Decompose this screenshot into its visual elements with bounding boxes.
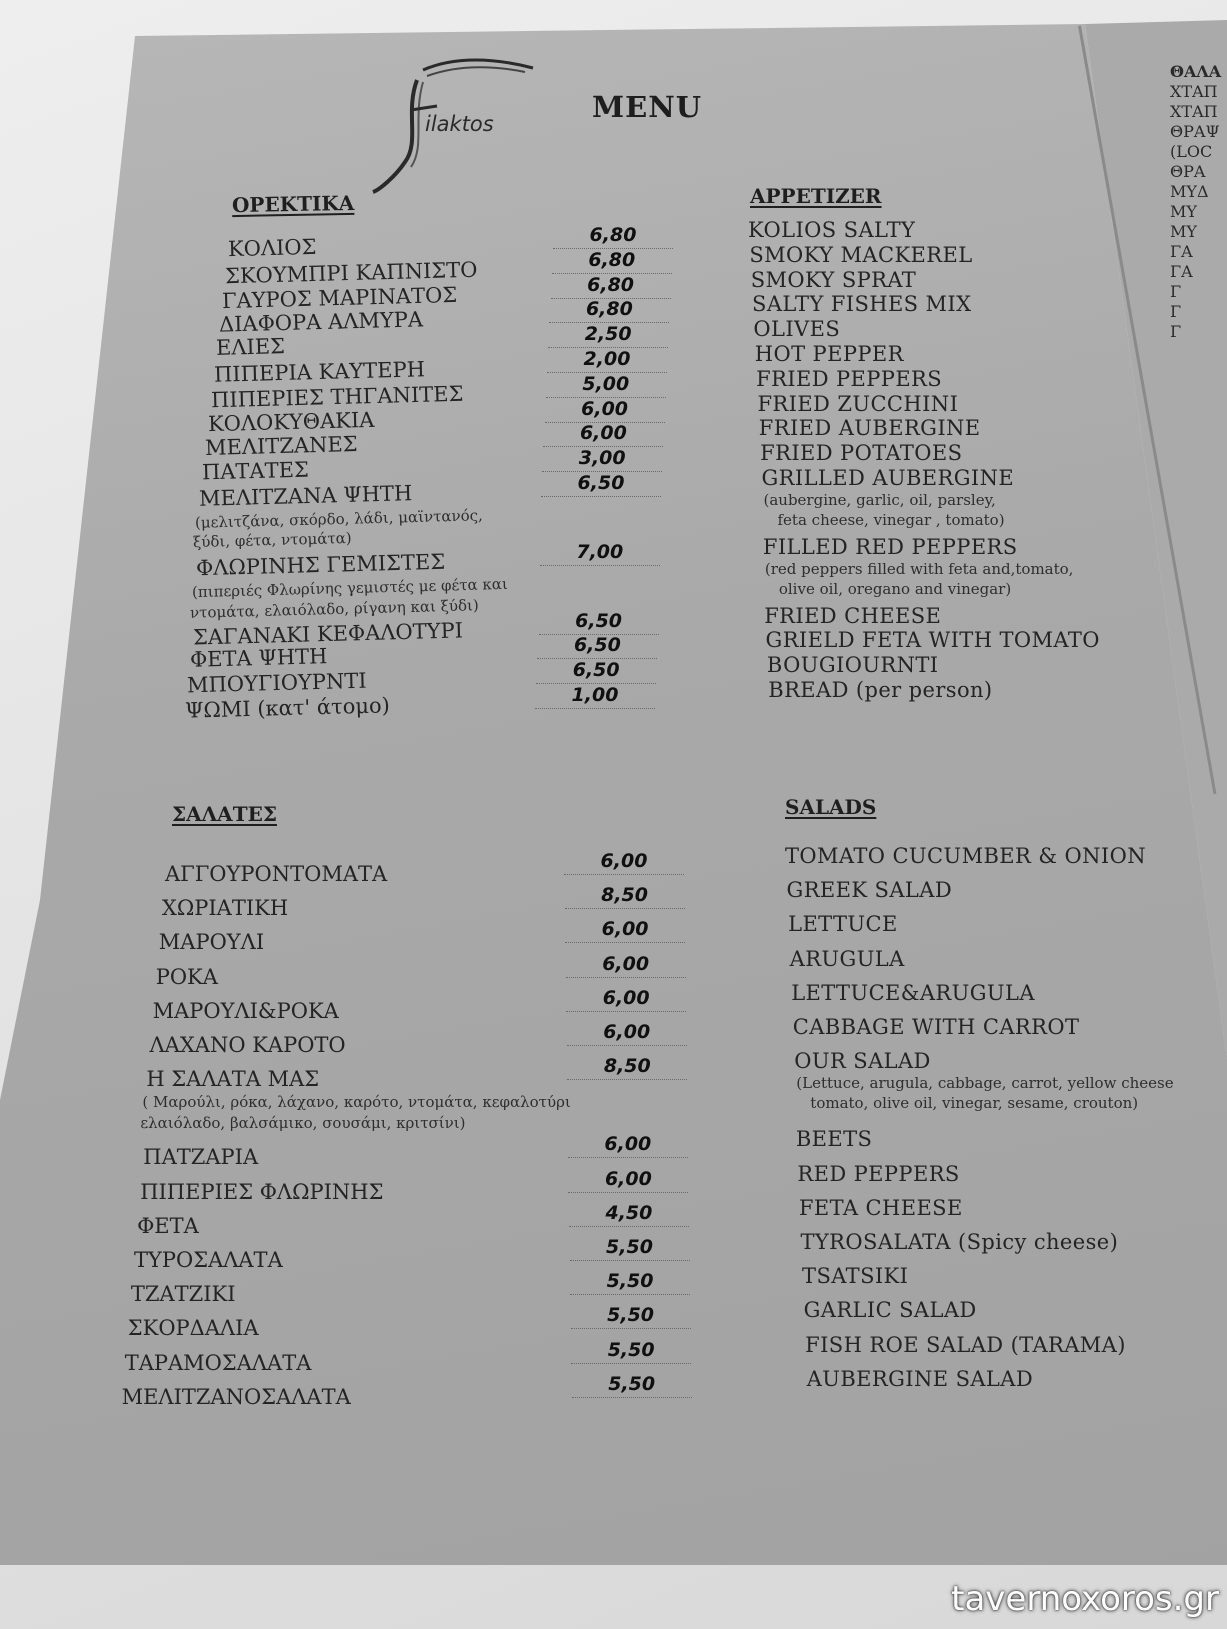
item-price: 4,50 — [569, 1202, 689, 1227]
item-name-english: FISH ROE SALAD (TARAMA) — [805, 1332, 1126, 1357]
item-name-greek: ΤΥΡΟΣΑΛΑΤΑ — [134, 1248, 283, 1272]
item-name-greek: ΣΚΟΡΔΑΛΙΑ — [127, 1316, 259, 1341]
item-name-greek: ΦΛΩΡΙΝΗΣ ΓΕΜΙΣΤΕΣ — [195, 549, 446, 581]
edge-fragment: Γ — [1170, 302, 1182, 321]
item-name-english: GRILLED AUBERGINE — [761, 466, 1015, 490]
edge-fragment: ΧΤΑΠ — [1170, 82, 1218, 101]
edge-fragment: ΜΥ — [1170, 202, 1197, 221]
item-name-english: GREEK SALAD — [786, 878, 953, 903]
item-price: 1,00 — [535, 684, 655, 709]
item-description-english: (Lettuce, arugula, cabbage, carrot, yellow cheese — [796, 1074, 1174, 1093]
item-name-greek: ΜΑΡΟΥΛΙ&ΡΟΚΑ — [152, 998, 339, 1023]
item-name-english: TOMATO CUCUMBER & ONION — [785, 844, 1146, 868]
appetizers-heading-english: APPETIZER — [750, 184, 882, 208]
salads-heading-english: SALADS — [785, 795, 877, 819]
item-name-greek: Η ΣΑΛΑΤΑ ΜΑΣ — [146, 1067, 320, 1092]
item-name-english: FRIED AUBERGINE — [758, 416, 981, 441]
item-price: 6,50 — [536, 659, 656, 684]
item-price: 6,00 — [565, 918, 685, 943]
item-name-greek: ΠΙΠΕΡΙΑ ΚΑΥΤΕΡΗ — [213, 357, 425, 387]
item-price: 6,00 — [545, 398, 665, 423]
item-name-greek: ΑΓΓΟΥΡΟΝΤΟΜΑΤΑ — [165, 862, 388, 886]
item-name-english: LETTUCE&ARUGULA — [791, 980, 1035, 1005]
item-name-greek: ΠΑΤΖΑΡΙΑ — [143, 1145, 259, 1170]
item-name-english: FETA CHEESE — [798, 1195, 963, 1220]
item-name-greek: ΕΛΙΕΣ — [216, 334, 286, 361]
item-description-english: (red peppers filled with feta and,tomato, — [764, 559, 1074, 578]
item-name-greek: ΣΚΟΥΜΠΡΙ ΚΑΠΝΙΣΤΟ — [224, 257, 478, 289]
item-name-english: FRIED ZUCCHINI — [757, 391, 959, 416]
item-price: 6,80 — [553, 224, 673, 249]
item-price: 2,50 — [548, 323, 668, 348]
item-name-greek: ΛΑΧΑΝΟ ΚΑΡΟΤΟ — [149, 1033, 346, 1057]
item-name-english: FRIED PEPPERS — [756, 366, 943, 391]
edge-fragment: Γ — [1170, 322, 1182, 341]
edge-fragment: ΘΡΑΨ — [1170, 122, 1220, 141]
item-name-greek: ΚΟΛΙΟΣ — [227, 234, 317, 262]
edge-fragment: ΜΥ — [1170, 222, 1197, 241]
item-name-greek: ΦΕΤΑ — [137, 1213, 199, 1238]
item-description-greek: ντομάτα, ελαιόλαδο, ρίγανη και ξύδι) — [189, 596, 480, 622]
item-price: 6,00 — [567, 1021, 687, 1046]
edge-fragment: (LOC — [1170, 142, 1213, 161]
item-name-greek: ΜΕΛΙΤΖΑΝΟΣΑΛΑΤΑ — [121, 1384, 351, 1409]
item-name-english: HOT PEPPER — [754, 342, 904, 366]
item-price: 6,00 — [543, 422, 663, 447]
item-name-greek: ΜΠΟΥΓΙΟΥΡΝΤΙ — [187, 668, 368, 698]
item-name-english: SMOKY MACKEREL — [749, 242, 973, 267]
edge-fragment: ΓΑ — [1170, 262, 1193, 281]
item-description-greek: (πιπεριές Φλωρίνης γεμιστές με φέτα και — [191, 574, 509, 601]
item-price: 6,50 — [541, 472, 661, 497]
logo-wordmark: ilaktos — [425, 112, 494, 136]
item-name-greek: ΤΑΡΑΜΟΣΑΛΑΤΑ — [124, 1350, 312, 1375]
item-price: 5,50 — [571, 1339, 691, 1364]
item-description-greek: ελαιόλαδο, βαλσάμικο, σουσάμι, κριτσίνι) — [140, 1114, 466, 1133]
item-price: 5,50 — [570, 1236, 690, 1261]
item-name-english: TYROSALATA (Spicy cheese) — [800, 1230, 1119, 1254]
item-name-greek: ΤΖΑΤΖΙΚΙ — [130, 1282, 236, 1307]
appetizers-heading-greek: ΟΡΕΚΤΙΚΑ — [231, 190, 355, 218]
item-price: 5,50 — [572, 1373, 692, 1398]
item-name-greek: ΣΑΓΑΝΑΚΙ ΚΕΦΑΛΟΤΥΡΙ — [192, 618, 464, 650]
item-name-english: CABBAGE WITH CARROT — [792, 1015, 1080, 1039]
item-name-greek: ΠΙΠΕΡΙΕΣ ΤΗΓΑΝΙΤΕΣ — [210, 381, 464, 413]
item-name-english: SALTY FISHES MIX — [752, 292, 972, 317]
item-price: 5,50 — [571, 1304, 691, 1329]
item-description-greek: (μελιτζάνα, σκόρδο, λάδι, μαϊντανός, — [194, 506, 484, 532]
item-price: 8,50 — [567, 1055, 687, 1080]
item-description-english: (aubergine, garlic, oil, parsley, — [763, 491, 996, 509]
item-name-english: BEETS — [795, 1127, 873, 1152]
item-price: 8,50 — [565, 884, 685, 909]
item-name-english: GRIELD FETA WITH TOMATO — [765, 628, 1100, 653]
edge-fragment: Γ — [1170, 282, 1182, 301]
edge-fragment: ΧΤΑΠ — [1170, 102, 1218, 121]
item-description-english: feta cheese, vinegar , tomato) — [777, 511, 1005, 529]
item-name-greek: ΜΕΛΙΤΖΑΝΑ ΨΗΤΗ — [198, 481, 413, 511]
site-watermark: tavernoxoros.gr — [951, 1579, 1219, 1619]
item-name-greek: ΦΕΤΑ ΨΗΤΗ — [190, 644, 329, 673]
item-name-english: AUBERGINE SALAD — [806, 1366, 1034, 1391]
item-price: 5,00 — [546, 373, 666, 398]
item-name-english: FRIED CHEESE — [764, 603, 942, 628]
item-name-greek: ΡΟΚΑ — [155, 964, 218, 989]
item-description-english: tomato, olive oil, vinegar, sesame, crouton) — [810, 1094, 1139, 1113]
item-price: 5,50 — [570, 1270, 690, 1295]
item-name-english: BREAD (per person) — [768, 678, 993, 702]
item-name-greek: ΜΕΛΙΤΖΑΝΕΣ — [204, 432, 358, 461]
item-price: 7,00 — [540, 541, 660, 566]
item-name-english: KOLIOS SALTY — [748, 218, 916, 242]
item-name-english: LETTUCE — [788, 912, 898, 937]
edge-fragment: ΜΥΔ — [1170, 182, 1209, 201]
item-name-greek: ΔΙΑΦΟΡΑ ΑΛΜΥΡΑ — [219, 307, 424, 338]
item-price: 6,00 — [568, 1133, 688, 1158]
item-name-greek: ΨΩΜΙ (κατ' άτομο) — [184, 693, 390, 723]
item-price: 6,00 — [566, 953, 686, 978]
item-name-greek: ΜΑΡΟΥΛΙ — [158, 930, 265, 955]
item-name-english: BOUGIOURNTI — [766, 653, 939, 678]
item-name-greek: ΠΑΤΑΤΕΣ — [201, 457, 310, 485]
item-price: 6,00 — [564, 850, 684, 875]
item-description-greek: ξύδι, φέτα, ντομάτα) — [192, 528, 352, 552]
edge-fragment: ΘΑΛΑ — [1170, 62, 1222, 81]
item-name-english: TSATSIKI — [802, 1264, 909, 1289]
item-price: 6,00 — [568, 1168, 688, 1193]
item-description-greek: ( Μαρούλι, ρόκα, λάχανο, καρότο, ντομάτα, κεφαλοτύρι — [142, 1093, 571, 1112]
item-name-english: RED PEPPERS — [797, 1161, 960, 1186]
item-name-greek: ΧΩΡΙΑΤΙΚΗ — [161, 896, 289, 921]
menu-title: MENU — [592, 90, 703, 124]
item-name-greek: ΓΑΥΡΟΣ ΜΑΡΙΝΑΤΟΣ — [221, 282, 458, 313]
item-price: 6,80 — [552, 249, 672, 274]
item-description-english: olive oil, oregano and vinegar) — [778, 579, 1012, 598]
item-price: 6,50 — [539, 610, 659, 635]
item-name-english: FILLED RED PEPPERS — [762, 534, 1018, 559]
edge-fragment: ΘΡΑ — [1170, 162, 1206, 181]
item-name-english: ARUGULA — [789, 946, 905, 971]
item-name-greek: ΠΙΠΕΡΙΕΣ ΦΛΩΡΙΝΗΣ — [140, 1179, 384, 1204]
item-price: 2,00 — [547, 348, 667, 373]
item-name-english: OLIVES — [753, 317, 841, 342]
edge-fragment: ΓΑ — [1170, 242, 1193, 261]
item-name-english: SMOKY SPRAT — [750, 267, 917, 292]
item-name-greek: ΚΟΛΟΚΥΘΑΚΙΑ — [207, 407, 375, 436]
item-price: 6,80 — [551, 274, 671, 299]
item-name-english: GARLIC SALAD — [803, 1298, 977, 1323]
item-price: 6,00 — [566, 987, 686, 1012]
item-price: 6,50 — [537, 634, 657, 659]
item-name-english: FRIED POTATOES — [760, 441, 963, 466]
item-name-english: OUR SALAD — [794, 1049, 931, 1074]
item-price: 6,80 — [549, 298, 669, 323]
salads-heading-greek: ΣΑΛΑΤΕΣ — [172, 802, 277, 826]
item-price: 3,00 — [542, 447, 662, 472]
